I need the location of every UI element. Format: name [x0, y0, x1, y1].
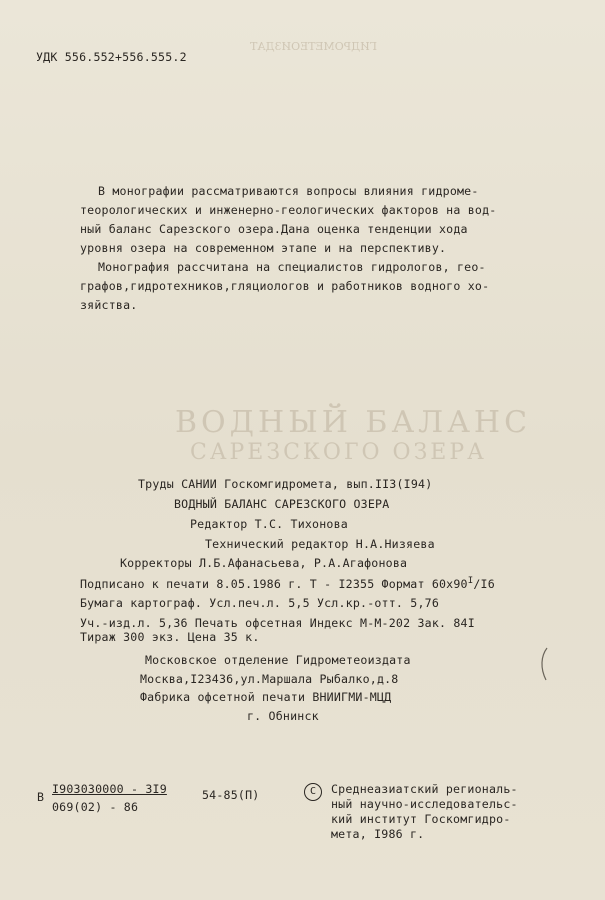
imprint-title: ВОДНЫЙ БАЛАНС САРЕЗСКОГО ОЗЕРА [174, 497, 390, 511]
imprint-format-denominator: /I6 [473, 576, 495, 591]
abstract [80, 182, 525, 315]
classification-code-top: I903030000 - 3I9 [52, 782, 167, 796]
bleed-through-subtitle: САРЕЗСКОГО ОЗЕРА [190, 440, 487, 465]
abstract-line: зяйства. [80, 298, 138, 312]
b-letter: В [37, 790, 45, 804]
pencil-mark [537, 646, 551, 682]
abstract-line: графов,гидротехников,гляциологов и работников водного хо- [80, 279, 490, 293]
bleed-through-top: ГИДРОМЕТЕОИЗДАТ [250, 40, 377, 53]
abstract-line: ный баланс Сарезского озера.Дана оценка тенденции хода [80, 222, 468, 236]
abstract-line: Монография рассчитана на специалистов гидрологов, гео- [98, 260, 486, 274]
abstract-line: уровня озера на современном этапе и на перспективу. [80, 241, 447, 255]
bleed-through-title: ВОДНЫЙ БАЛАНС [175, 405, 532, 440]
abstract-line: В монографии рассматриваются вопросы влияния гидроме- [98, 184, 479, 198]
copyright-block [331, 782, 518, 842]
imprint-signed [80, 576, 495, 591]
copyright-line: ный научно-исследовательс- [331, 797, 518, 811]
imprint-correctors: Корректоры Л.Б.Афанасьева, Р.А.Агафонова [120, 556, 408, 570]
imprint-paper: Бумага картограф. Усл.печ.л. 5,5 Усл.кр.-отт. 5,76 [80, 596, 440, 610]
copyright-line: Среднеазиатский региональ- [331, 782, 518, 796]
imprint-address: Москва,I23436,ул.Маршала Рыбалко,д.8 [140, 672, 399, 686]
imprint-editor: Редактор Т.С. Тихонова [190, 517, 348, 531]
copyright-line: мета, I986 г. [331, 827, 425, 841]
imprint-publisher: Московское отделение Гидрометеоиздата [145, 653, 411, 667]
imprint-run: Тираж 300 экз. Цена 35 к. [80, 630, 260, 644]
imprint-tech-editor: Технический редактор Н.А.Низяева [205, 537, 435, 551]
copyright-line: кий институт Госкомгидро- [331, 812, 511, 826]
imprint-factory: Фабрика офсетной печати ВНИИГМИ-МЦД [140, 690, 392, 704]
udk-code: УДК 556.552+556.555.2 [36, 50, 187, 64]
copyright-icon: С [304, 783, 322, 801]
imprint-city: г. Обнинск [247, 709, 319, 723]
imprint-signed-text: Подписано к печати 8.05.1986 г. Т - I2355 Формат 60x90 [80, 576, 468, 591]
imprint-format-numerator: I [467, 576, 474, 586]
classification-code-mid: 54-85(П) [202, 788, 260, 802]
imprint-series: Труды САНИИ Госкомгидромета, вып.II3(I94) [138, 477, 433, 491]
classification-code-bottom: 069(02) - 86 [52, 800, 139, 814]
abstract-line: теорологических и инженерно-геологических факторов на вод- [80, 203, 497, 217]
imprint-pub-sheets: Уч.-изд.л. 5,36 Печать офсетная Индекс М-М-202 Зак. 84I [80, 616, 475, 630]
